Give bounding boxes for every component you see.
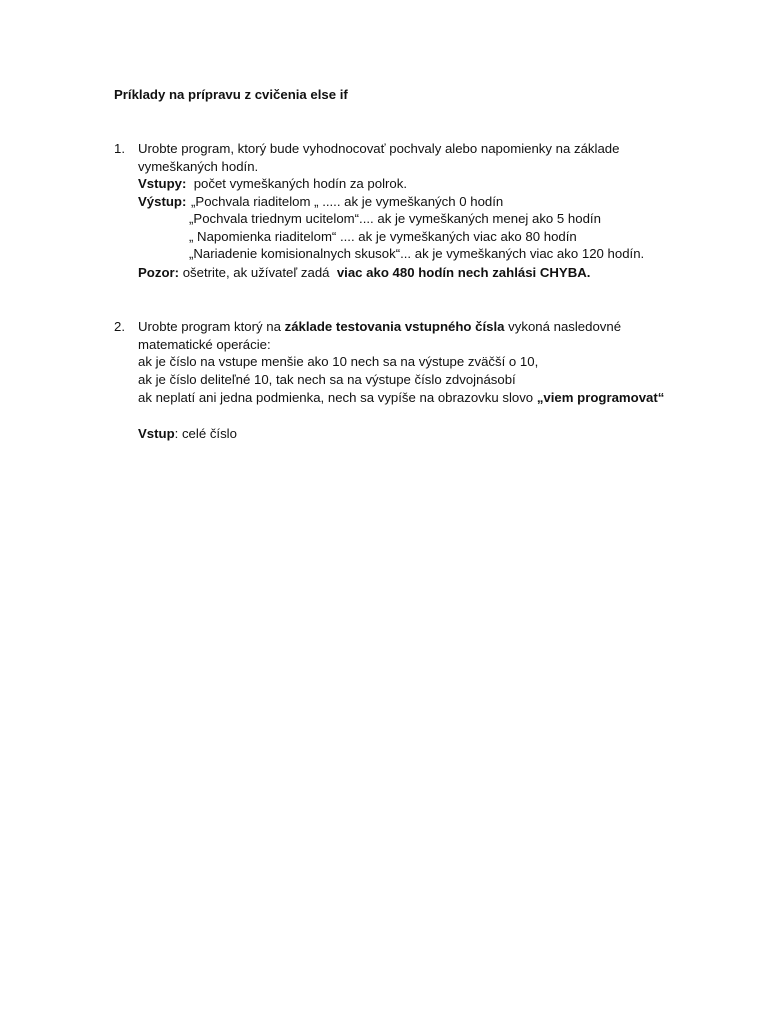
task2-rule-3: ak neplatí ani jedna podmienka, nech sa vypíše na obrazovku slovo „viem programovat“ — [138, 390, 665, 405]
task1-output-4: „Nariadenie komisionalnych skusok“... ak je vymeškaných viac ako 120 hodín. — [189, 246, 645, 261]
task1-output-3: „ Napomienka riaditelom“ .... ak je vymeškaných viac ako 80 hodín — [189, 229, 577, 244]
task2-rule-2: ak je číslo deliteľné 10, tak nech sa na výstupe číslo zdvojnásobí — [138, 372, 516, 387]
task1-note-label: Pozor: — [138, 265, 180, 280]
task1-note-bold: viac ako 480 hodín nech zahlási CHYBA. — [336, 265, 591, 280]
task2-intro-line2: matematické operácie: — [138, 337, 271, 352]
task1-note — [138, 264, 590, 281]
task1-output-2: „Pochvala triednym ucitelom“.... ak je vymeškaných menej ako 5 hodín — [189, 211, 601, 226]
task2-input — [138, 425, 237, 442]
task2-number: 2. — [114, 319, 125, 334]
task1-number: 1. — [114, 141, 125, 156]
task2-rule-3-bold: „viem programovat“ — [536, 390, 665, 405]
task2-input-label: Vstup — [138, 426, 175, 441]
task1-inputs-label: Vstupy: — [138, 176, 187, 191]
task1-inputs — [138, 175, 407, 192]
task1-output-label: Výstup: — [138, 194, 187, 209]
task1-intro-line1: Urobte program, ktorý bude vyhodnocovať pochvaly alebo napomienky na základe — [138, 141, 620, 156]
document-title: Príklady na prípravu z cvičenia else if — [114, 87, 348, 102]
task1-intro-line2: vymeškaných hodín. — [138, 159, 259, 174]
task1-note-text: ošetrite, ak užívateľ zadá — [182, 265, 330, 280]
task1-output-1: „Pochvala riaditelom „ ..... ak je vymeškaných 0 hodín — [191, 194, 504, 209]
task2-intro-line1: Urobte program ktorý na základe testovania vstupného čísla vykoná nasledovné — [138, 319, 622, 334]
task1-inputs-text: počet vymeškaných hodín za polrok. — [193, 176, 407, 191]
task2-intro-bold: základe testovania vstupného čísla — [284, 319, 505, 334]
task2-input-text: : celé číslo — [174, 426, 237, 441]
task2-rule-1: ak je číslo na vstupe menšie ako 10 nech sa na výstupe zväčší o 10, — [138, 354, 539, 369]
